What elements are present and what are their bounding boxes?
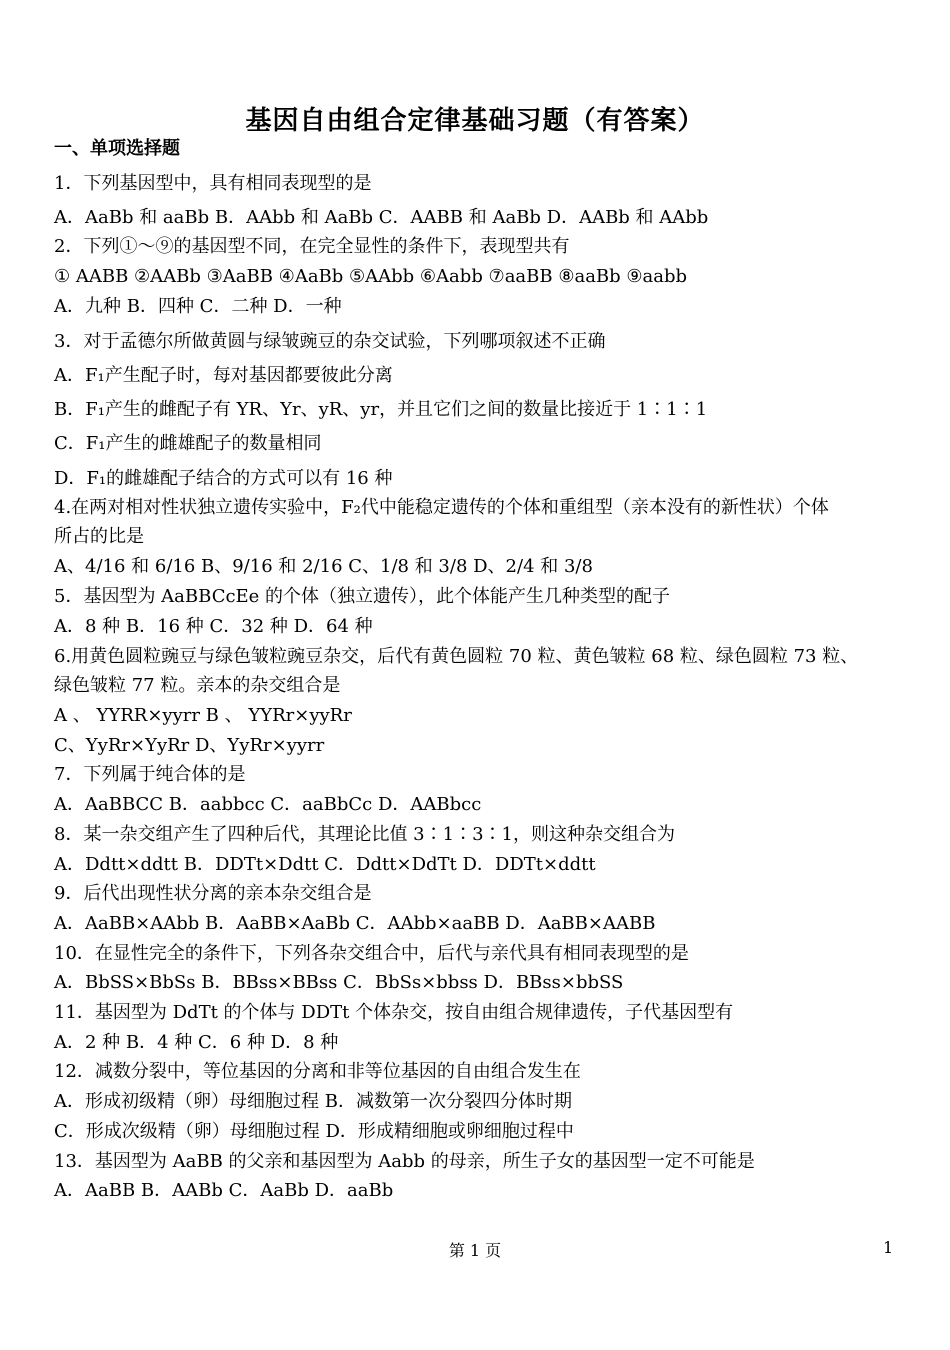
question-10-options: A．BbSS×BbSs B．BBss×BBss C．BbSs×bbss D．BBss×bbSS [54, 972, 624, 993]
question-9: 9．后代出现性状分离的亲本杂交组合是 [54, 883, 372, 904]
question-11: 11．基因型为 DdTt 的个体与 DDTt 个体杂交，按自由组合规律遗传，子代基因型有 [54, 1002, 734, 1023]
question-2: 2．下列①～⑨的基因型不同，在完全显性的条件下，表现型共有 [54, 236, 570, 257]
question-4-options: A、4/16 和 6/16 B、9/16 和 2/16 C、1/8 和 3/8 D、2/4 和 3/8 [54, 556, 593, 577]
question-6-options-ab: A 、 YYRR×yyrr B 、 YYRr×yyRr [54, 705, 352, 726]
question-4: 4.在两对相对性状独立遗传实验中，F₂代中能稳定遗传的个体和重组型（亲本没有的新性状）个体 [54, 497, 829, 518]
question-13-options: A．AaBB B．AABb C．AaBb D．aaBb [54, 1180, 394, 1201]
question-5-options: A．8 种 B．16 种 C．32 种 D．64 种 [54, 616, 373, 637]
question-8: 8．某一杂交组产生了四种后代，其理论比值 3∶1∶3∶1，则这种杂交组合为 [54, 824, 675, 845]
page-title: 基因自由组合定律基础习题（有答案） [245, 106, 705, 136]
question-2-options: A．九种 B．四种 C．二种 D．一种 [54, 296, 342, 317]
question-5: 5．基因型为 AaBBCcEe 的个体（独立遗传），此个体能产生几种类型的配子 [54, 586, 671, 607]
question-6-cont: 绿色皱粒 77 粒。亲本的杂交组合是 [54, 675, 341, 696]
question-2-genotypes: ① AABB ②AABb ③AaBB ④AaBb ⑤AAbb ⑥Aabb ⑦aaBB ⑧aaBb ⑨aabb [54, 266, 688, 287]
question-3-option-a: A．F₁产生配子时，每对基因都要彼此分离 [54, 365, 393, 386]
question-6: 6.用黄色圆粒豌豆与绿色皱粒豌豆杂交，后代有黄色圆粒 70 粒、黄色皱粒 68 粒、绿色圆粒 73 粒、 [54, 646, 859, 667]
question-7-options: A．AaBBCC B．aabbcc C．aaBbCc D．AABbcc [54, 794, 482, 815]
question-12-options-ab: A．形成初级精（卵）母细胞过程 B．减数第一次分裂四分体时期 [54, 1091, 572, 1112]
page-number: 1 [883, 1238, 894, 1257]
question-3-option-d: D．F₁的雌雄配子结合的方式可以有 16 种 [54, 468, 393, 489]
question-7: 7．下列属于纯合体的是 [54, 764, 246, 785]
question-11-options: A．2 种 B．4 种 C．6 种 D．8 种 [54, 1032, 339, 1053]
question-3-option-b: B．F₁产生的雌配子有 YR、Yr、yR、yr，并且它们之间的数量比接近于 1∶1∶1 [54, 399, 708, 420]
section-heading: 一、单项选择题 [54, 138, 180, 159]
question-13: 13．基因型为 AaBB 的父亲和基因型为 Aabb 的母亲，所生子女的基因型一定不可能是 [54, 1151, 755, 1172]
question-8-options: A．Ddtt×ddtt B．DDTt×Ddtt C．Ddtt×DdTt D．DDTt×ddtt [54, 854, 596, 875]
question-1: 1．下列基因型中，具有相同表现型的是 [54, 173, 372, 194]
question-1-options: A．AaBb 和 aaBb B．AAbb 和 AaBb C．AABB 和 AaBb D．AABb 和 AAbb [54, 207, 709, 228]
question-10: 10．在显性完全的条件下，下列各杂交组合中，后代与亲代具有相同表现型的是 [54, 943, 689, 964]
question-3-option-c: C．F₁产生的雌雄配子的数量相同 [54, 433, 322, 454]
question-12: 12．减数分裂中，等位基因的分离和非等位基因的自由组合发生在 [54, 1061, 581, 1082]
question-12-options-cd: C．形成次级精（卵）母细胞过程 D．形成精细胞或卵细胞过程中 [54, 1121, 574, 1142]
page-footer: 第 1 页 [448, 1241, 502, 1260]
question-9-options: A．AaBB×AAbb B．AaBB×AaBb C．AAbb×aaBB D．AaBB×AABB [54, 913, 656, 934]
question-3: 3．对于孟德尔所做黄圆与绿皱豌豆的杂交试验，下列哪项叙述不正确 [54, 331, 606, 352]
question-4-cont: 所占的比是 [54, 526, 144, 547]
question-6-options-cd: C、YyRr×YyRr D、YyRr×yyrr [54, 735, 325, 756]
